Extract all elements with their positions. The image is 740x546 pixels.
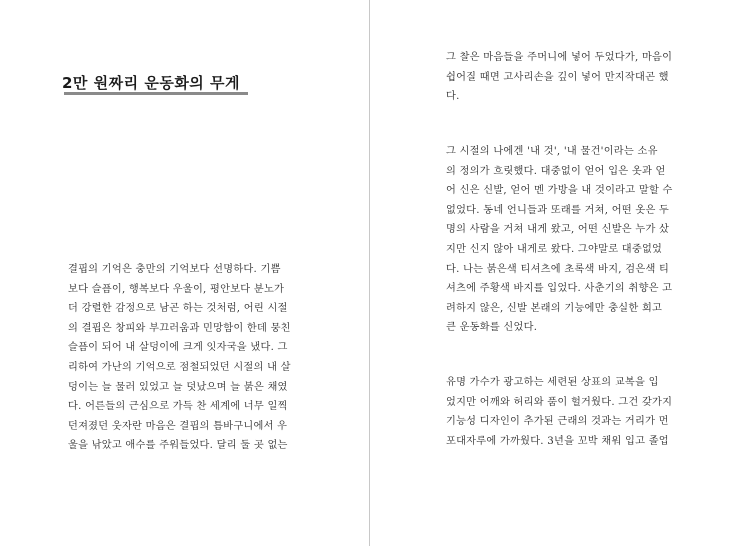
text-line: 그 시절의 나에겐 '내 것', '내 물건'이라는 소유 bbox=[446, 146, 658, 157]
text-line: 다. 어른들의 근심으로 가득 찬 세계에 너무 일찍 bbox=[68, 401, 288, 413]
text-line: 더 강렬한 감정으로 남곤 하는 것처럼, 어린 시절 bbox=[68, 303, 288, 315]
right-body-paragraph-3 bbox=[446, 373, 674, 451]
text-line: 유명 가수가 광고하는 세련된 상표의 교복을 입 bbox=[446, 377, 659, 388]
text-line: 었지만 어깨와 허리와 품이 헐거웠다. 그건 갖가지 bbox=[446, 396, 673, 408]
text-line: 셔츠에 주황색 바지를 입었다. 사춘기의 취향은 고 bbox=[446, 283, 673, 295]
left-body-paragraph bbox=[68, 260, 296, 456]
text-line: 슬픔이 되어 내 살덩이에 크게 잇자국을 냈다. 그 bbox=[68, 342, 288, 354]
title-underline bbox=[64, 92, 248, 95]
text-line: 없었다. 동네 언니들과 또래를 거쳐, 어떤 옷은 두 bbox=[446, 204, 670, 216]
text-line: 덩이는 늘 물러 있었고 늘 덧났으며 늘 붉은 채였 bbox=[68, 381, 288, 393]
text-line: 리하여 가난의 기억으로 점철되었던 시절의 내 살 bbox=[68, 361, 291, 373]
right-body-paragraph-1 bbox=[446, 48, 674, 107]
text-line: 울을 낚았고 애수를 주워들었다. 달리 둘 곳 없는 bbox=[68, 440, 288, 452]
text-line: 큰 운동화를 신었다. bbox=[446, 322, 538, 334]
text-line: 보다 슬픔이, 행복보다 우울이, 평안보다 분노가 bbox=[68, 283, 285, 295]
page-gutter-divider bbox=[369, 0, 370, 546]
text-line: 포대자루에 가까웠다. 3년을 꼬박 채워 입고 졸업 bbox=[446, 435, 669, 447]
text-line: 지만 신지 않아 내게로 왔다. 그야말로 대중없었 bbox=[446, 243, 663, 255]
text-line: 다. 나는 붉은색 티셔츠에 초록색 바지, 검은색 티 bbox=[446, 263, 670, 275]
text-line: 던져졌던 웃자란 마음은 결핍의 틈바구니에서 우 bbox=[68, 420, 288, 432]
text-line: 어 신은 신발, 얻어 멘 가방을 내 것이라고 말할 수 bbox=[446, 185, 673, 197]
text-line: 명의 사람을 거쳐 내게 왔고, 어떤 신발은 누가 샀 bbox=[446, 224, 670, 236]
text-line: 다. bbox=[446, 91, 460, 103]
text-line: 려하지 않은, 신발 본래의 기능에만 충실한 희고 bbox=[446, 302, 663, 314]
text-line: 의 정의가 흐릿했다. 대중없이 얻어 입은 옷과 얻 bbox=[446, 165, 666, 177]
text-line: 결핍의 기억은 충만의 기억보다 선명하다. 기쁨 bbox=[68, 264, 281, 275]
chapter-title: 2만 원짜리 운동화의 무게 bbox=[62, 74, 241, 92]
text-line: 의 결핍은 창피와 부끄러움과 민망함이 한데 뭉친 bbox=[68, 322, 291, 334]
text-line: 기능성 디자인이 추가된 근래의 것과는 거리가 먼 bbox=[446, 416, 669, 428]
text-line: 그 찰은 마음들을 주머니에 넣어 두었다가, 마음이 bbox=[446, 52, 673, 63]
text-line: 쉽어질 때면 고사리손을 깊이 넣어 만지작대곤 했 bbox=[446, 71, 669, 83]
right-body-paragraph-2 bbox=[446, 142, 674, 338]
